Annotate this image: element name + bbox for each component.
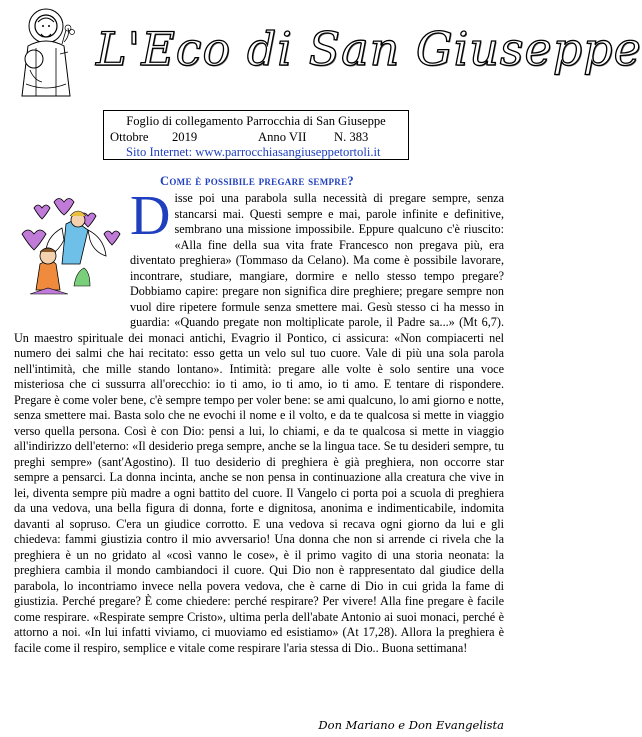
article-body-text: isse poi una parabola sulla necessità di pregare sempre, senza stancarsi mai. Questi sempre e mai, parole infinite e definitive, sembrano una missione impossibile. Eppure qualcuno c'è riuscito: «Alla fine della sua vita frate Francesco non pregava più, era diventato preghiera» (Tommaso da Celano). Ma come è possibile lavorare, incontrare, studiare, mangiare, dormire e nello stesso tempo pregare? Dobbiamo capire: pregare non significa dire preghiere; pregare sempre non vuol dire ripetere formule senza smettere mai. Gesù stesso ci ha messo in guardia: «Quando pregate non moltiplicate parole, il Padre sa...» (Mt 6,7). Un maestro spirituale dei monaci antichi, Evagrio il Pontico, ci assicura: «Non compiacerti nel numero dei salmi che hai recitato: esso getta un velo sul tuo cuore. Vale di più una sola parola nell'intimità, che mille stando lontano». Intimità: pregare alle volte è solo sentire una voce misteriosa che ci sussurra all'orecchio: io ti amo, io ti amo, io ti amo. E tentare di rispondere. Pregare è come voler bene, c'è sempre tempo per voler bene: se ami qualcuno, lo ami giorno e notte, senza smettere mai. Basta solo che ne evochi il nome e il volto, e da te qualcosa si mette in viaggio verso quella persona. Così è con Dio: pensi a lui, lo chiami, e da te qualcosa si mette in viaggio all'indirizzo dell'eterno: «Il desiderio prega sempre, anche se la lingua tace. Se tu desideri sempre, tu preghi sempre» (sant'Agostino). Il tuo desiderio di preghiera è già preghiera, non occorre star sempre a pensarci. La donna incinta, anche se non pensa in continuazione alla creatura che vive in lei, diventa sempre più madre a ogni battito del cuore. Il Vangelo ci porta poi a scuola di preghiera da una vedova, una bella figura di donna, forte e dignitosa, anonima e indimenticabile, indomita davanti al sopruso. C'era un giudice corrotto. E una vedova si recava ogni giorno da lui e gli chiedeva: fammi giustizia contro il mio avversario! Una donna che non si arrende ci rivela che la preghiera è un no gridato al «così vanno le cose», è il primo vagito di una storia neonata: la preghiera cambia il mondo cambiandoci il cuore. Qui Dio non è rappresentato dal giudice della parabola, lo incontriamo invece nella povera vedova, che è carne di Dio in cui grida la fame di giustizia. Perché pregare? È come chiedere: perché respirare? Per vivere! Alla fine pregare è facile come respirare. «Respirate sempre Cristo», ultima perla dell'abate Antonio ai suoi monaci, perché è attorno a noi. «In lui infatti viviamo, ci muoviamo ed esistiamo» (At 17,28). Allora la preghiera è facile come il respiro, semplice e vitale come respirare l'aria stessa di Dio.. Buona settimana!: [14, 191, 504, 655]
article-body: [14, 185, 504, 656]
newsletter-title: L'Eco di San Giuseppe: [96, 22, 642, 76]
illustration-spacer: [14, 191, 130, 319]
info-volume: Anno VII: [258, 129, 307, 144]
dropcap: D: [130, 185, 171, 247]
article-title: Come è possibile pregare sempre?: [160, 174, 354, 188]
saint-joseph-with-child-icon: [6, 4, 84, 104]
masthead: [0, 0, 642, 110]
info-issue-row: [110, 130, 402, 146]
info-month: Ottobre: [110, 129, 149, 144]
info-number: N. 383: [334, 129, 369, 144]
info-box: [103, 110, 409, 160]
website-link[interactable]: Sito Internet: www.parrocchiasangiuseppetortoli.it: [126, 145, 381, 159]
signature: Don Mariano e Don Evangelista: [318, 718, 504, 732]
info-year: 2019: [172, 129, 198, 144]
info-parish-line: Foglio di collegamento Parrocchia di San Giuseppe: [126, 114, 386, 128]
